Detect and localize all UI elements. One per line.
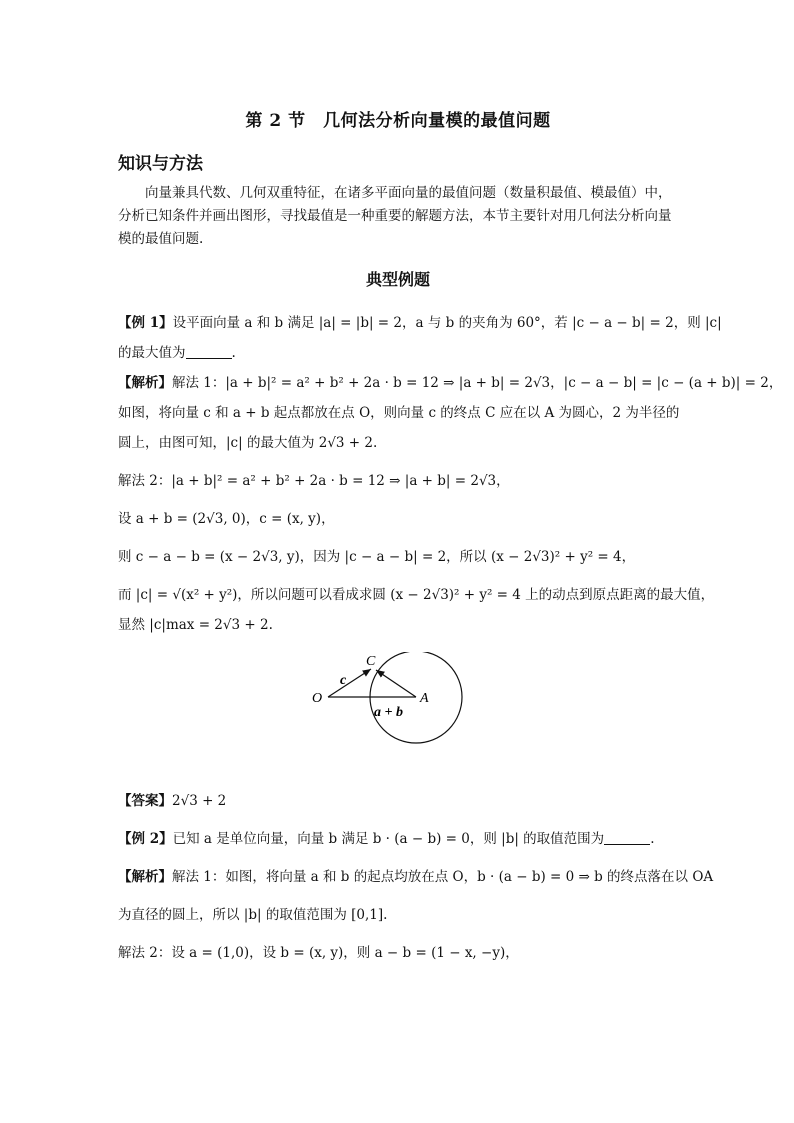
example-1-text: 设平面向量 a 和 b 满足 |a| = |b| = 2，a 与 b 的夹角为 60°，若 |c − a − b| = 2，则 |c| bbox=[172, 315, 722, 331]
vector-circle-figure bbox=[306, 652, 466, 772]
label-a: A bbox=[420, 691, 429, 706]
examples-heading: 典型例题 bbox=[365, 270, 430, 289]
solution-1-method-2-line-2: 设 a + b = (2√3, 0)，c = (x, y)， bbox=[118, 511, 335, 527]
knowledge-heading: 知识与方法 bbox=[118, 154, 203, 174]
answer-1-value: 2√3 + 2 bbox=[172, 793, 227, 809]
answer-blank bbox=[186, 344, 232, 359]
example-2-tag: 【例 2】 bbox=[118, 831, 173, 847]
solution-1-line-1 bbox=[118, 368, 783, 398]
solution-1-method-2-line-3: 则 c − a − b = (x − 2√3, y)，因为 |c − a − b| = 2，所以 (x − 2√3)² + y² = 4， bbox=[118, 549, 636, 565]
figure-svg bbox=[306, 652, 466, 772]
label-c-point: C bbox=[366, 654, 376, 669]
solution-1-method-1-a: 解法 1：|a + b|² = a² + b² + 2a · b = 12 ⇒ |a + b| = 2√3，|c − a − b| = |c − (a + b)| = 2， bbox=[172, 375, 783, 391]
label-c-vector: c bbox=[340, 673, 347, 688]
label-o: O bbox=[312, 691, 323, 706]
solution-2-method-1: 解法 1：如图，将向量 a 和 b 的起点均放在点 O，b · (a − b) = 0 ⇒ b 的终点落在以 OA bbox=[172, 869, 714, 885]
example-2-line: 【例 2】已知 a 是单位向量，向量 b 满足 b · (a − b) = 0，则 |b| 的取值范围为 . bbox=[118, 831, 655, 847]
example-1-tag: 【例 1】 bbox=[118, 315, 173, 331]
answer-1-tag: 【答案】 bbox=[118, 793, 172, 809]
document-page bbox=[118, 100, 783, 968]
solution-1-method-2-line-5: 显然 |c|max = 2√3 + 2. bbox=[118, 617, 273, 633]
solution-1-line-3: 圆上，由图可知，|c| 的最大值为 2√3 + 2. bbox=[118, 435, 378, 451]
vector-c bbox=[328, 669, 371, 697]
intro-paragraph: 向量兼具代数、几何双重特征，在诸多平面向量的最值问题（数量积最值、模最值）中，分析已知条件并画出图形，寻找最值是一种重要的解题方法，本节主要针对用几何法分析向量模的最值问题. bbox=[118, 185, 672, 247]
solution-1-tag: 【解析】 bbox=[118, 375, 172, 391]
section-title: 第 2 节 几何法分析向量模的最值问题 bbox=[245, 111, 551, 131]
label-a-plus-b: a + b bbox=[374, 705, 403, 720]
answer-blank-2 bbox=[604, 830, 650, 845]
solution-1-method-2-line-4: 而 |c| = √(x² + y²)，所以问题可以看成求圆 (x − 2√3)² + y² = 4 上的动点到原点距离的最大值， bbox=[118, 587, 715, 603]
solution-2-tag: 【解析】 bbox=[118, 869, 172, 885]
example-1-line-1 bbox=[118, 308, 722, 338]
solution-1-method-2-line-1: 解法 2：|a + b|² = a² + b² + 2a · b = 12 ⇒ |a + b| = 2√3， bbox=[118, 473, 510, 489]
example-1-question: 的最大值为 bbox=[118, 345, 186, 361]
answer-1-line bbox=[118, 786, 678, 816]
example-1-line-2: 的最大值为 . bbox=[118, 345, 236, 361]
vector-a-to-c bbox=[376, 670, 416, 697]
solution-1-line-2: 如图，将向量 c 和 a + b 起点都放在点 O，则向量 c 的终点 C 应在以 A 为圆心，2 为半径的 bbox=[118, 405, 680, 421]
example-2-text: 已知 a 是单位向量，向量 b 满足 b · (a − b) = 0，则 |b| 的取值范围为 bbox=[172, 831, 605, 847]
solution-2-line-1 bbox=[118, 862, 714, 892]
solution-2-line-3: 解法 2：设 a = (1,0)，设 b = (x, y)，则 a − b = (1 − x, −y)， bbox=[118, 945, 519, 961]
solution-2-line-2: 为直径的圆上，所以 |b| 的取值范围为 [0,1]. bbox=[118, 907, 388, 923]
